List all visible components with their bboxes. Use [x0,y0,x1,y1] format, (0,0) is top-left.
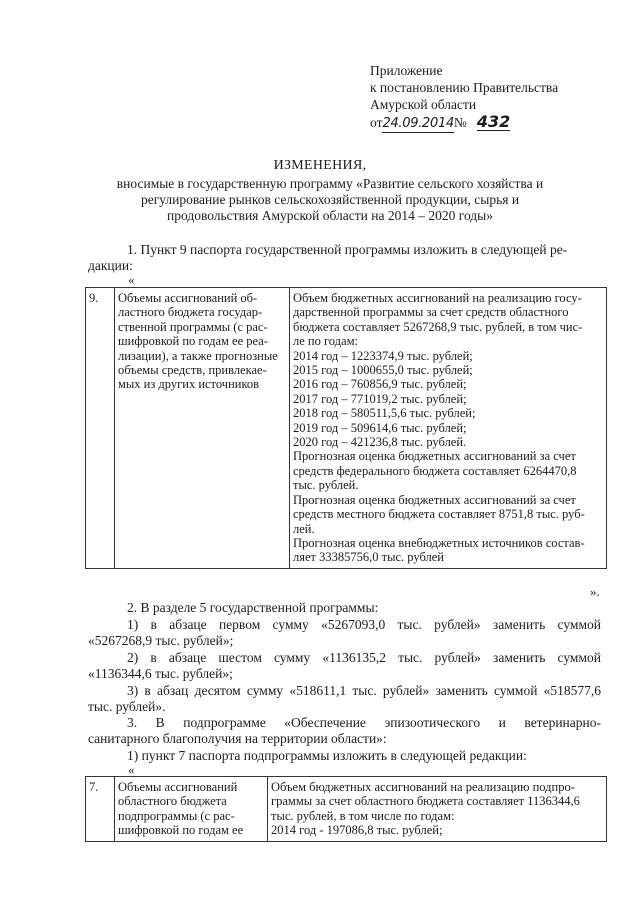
appendix-date-line [370,113,558,133]
content-line: Прогнозная оценка бюджетных ассигнований за счет [293,449,576,464]
content-line: средств федерального бюджета составляет 6264470,8 [293,463,577,478]
section2-heading: 2. В разделе 5 государственной программы: [127,600,379,615]
section2-item1-line1: 1) в абзаце первом сумму «5267093,0 тыс. рублей» заменить суммой [127,617,601,632]
label-line: областного бюджета [118,794,227,809]
content-line: тыс. рублей, в том числе по годам: [271,808,455,823]
label-line: лизации), а также прогнозные [118,348,278,363]
content-line: бюджета составляет 5267268,9 тыс. рублей, в том чис- [293,319,583,334]
section1-line2: дакции: [88,258,133,273]
program-passport-table [85,287,607,569]
section2-item2-line1: 2) в абзаце шестом сумму «1136135,2 тыс. рублей» заменить суммой [127,650,601,665]
label-line: шифровкой по годам ее реа- [118,334,268,349]
label-line: Объемы ассигнований [118,780,238,794]
handwritten-number: 432 [476,112,511,131]
label-line: ластного бюджета государ- [118,305,263,320]
appendix-title: Приложение [370,63,443,78]
content-line: Прогнозная оценка бюджетных ассигнований за счет [293,492,576,507]
content-line: дарственной программы за счет средств областного [293,305,569,320]
section3-line1: 3. В подпрограмме «Обеспечение эпизоотического и ветеринарно- [127,715,601,730]
appendix-block [370,62,558,133]
section2-item3-line2: тыс. рублей». [88,699,166,714]
content-line: 2018 год – 580511,5,6 тыс. рублей; [293,406,476,421]
content-line: средств местного бюджета составляет 8751,8 тыс. руб- [293,507,585,522]
label-line: шифровкой по годам ее [118,823,244,838]
label-line: мых из других источников [118,377,260,392]
open-quote-2: « [128,762,135,777]
number-sign: № [453,115,467,130]
row-label [115,777,268,842]
close-quote-1: ». [590,584,600,599]
content-line: граммы за счет областного бюджета составляет 1136344,6 [271,794,580,809]
section2-item2-line2: «1136344,6 тыс. рублей»; [88,666,233,681]
section3-line2: санитарного благополучия на территории области»: [88,731,387,746]
label-line: объемы средств, привлекае- [118,363,267,378]
document-subtitle [100,176,560,224]
content-line: Объем бюджетных ассигнований на реализацию подпро- [271,780,575,794]
label-line: Объемы ассигнований об- [118,291,258,305]
label-line: ственной программы (с рас- [118,319,268,334]
content-line: ляет 33385756,0 тыс. рублей [293,550,444,565]
open-quote-1: « [128,272,135,287]
section2-item3-line1: 3) в абзац десятом сумму «518611,1 тыс. рублей» заменить суммой «518577,6 [127,683,601,698]
row-number: 9. [86,288,115,569]
row-number: 7. [86,777,115,842]
date-prefix: от [370,115,383,130]
content-line: тыс. рублей. [293,478,359,493]
content-line: 2020 год – 421236,8 тыс. рублей. [293,435,467,450]
document-title: ИЗМЕНЕНИЯ, [273,158,367,173]
row-label [115,288,290,569]
section3-item1: 1) пункт 7 паспорта подпрограммы изложить в следующей редакции: [127,748,527,763]
subprogram-passport-table [85,776,607,842]
handwritten-date: 24.09.2014 [382,116,454,131]
content-line: ле по годам: [293,334,358,349]
content-line: лей. [293,521,315,536]
section2-item1-line2: «5267268,9 тыс. рублей»; [88,633,234,648]
content-line: Объем бюджетных ассигнований на реализацию госу- [293,291,582,305]
content-line: 2019 год – 509614,6 тыс. рублей; [293,420,467,435]
section1-line1: 1. Пункт 9 паспорта государственной программы изложить в следующей ре- [127,242,568,257]
subtitle-line: продовольствия Амурской области на 2014 – 2020 годы» [166,208,493,223]
content-line: 2014 год – 1223374,9 тыс. рублей; [293,348,473,363]
subtitle-line: регулирование рынков сельскохозяйственной продукции, сырья и [140,192,520,207]
content-line: 2017 год – 771019,2 тыс. рублей; [293,391,467,406]
content-line: 2015 год – 1000655,0 тыс. рублей; [293,363,473,378]
appendix-region: Амурской области [370,97,477,112]
appendix-decree: к постановлению Правительства [370,80,559,95]
row-content [268,777,607,842]
content-line: 2016 год – 760856,9 тыс. рублей; [293,377,467,392]
content-line: Прогнозная оценка внебюджетных источников состав- [293,535,585,550]
row-content [290,288,607,569]
table-row [86,777,607,842]
label-line: подпрограммы (с рас- [118,808,235,823]
table-row [86,288,607,569]
content-line: 2014 год - 197086,8 тыс. рублей; [271,823,443,838]
subtitle-line: вносимые в государственную программу «Развитие сельского хозяйства и [116,176,544,191]
